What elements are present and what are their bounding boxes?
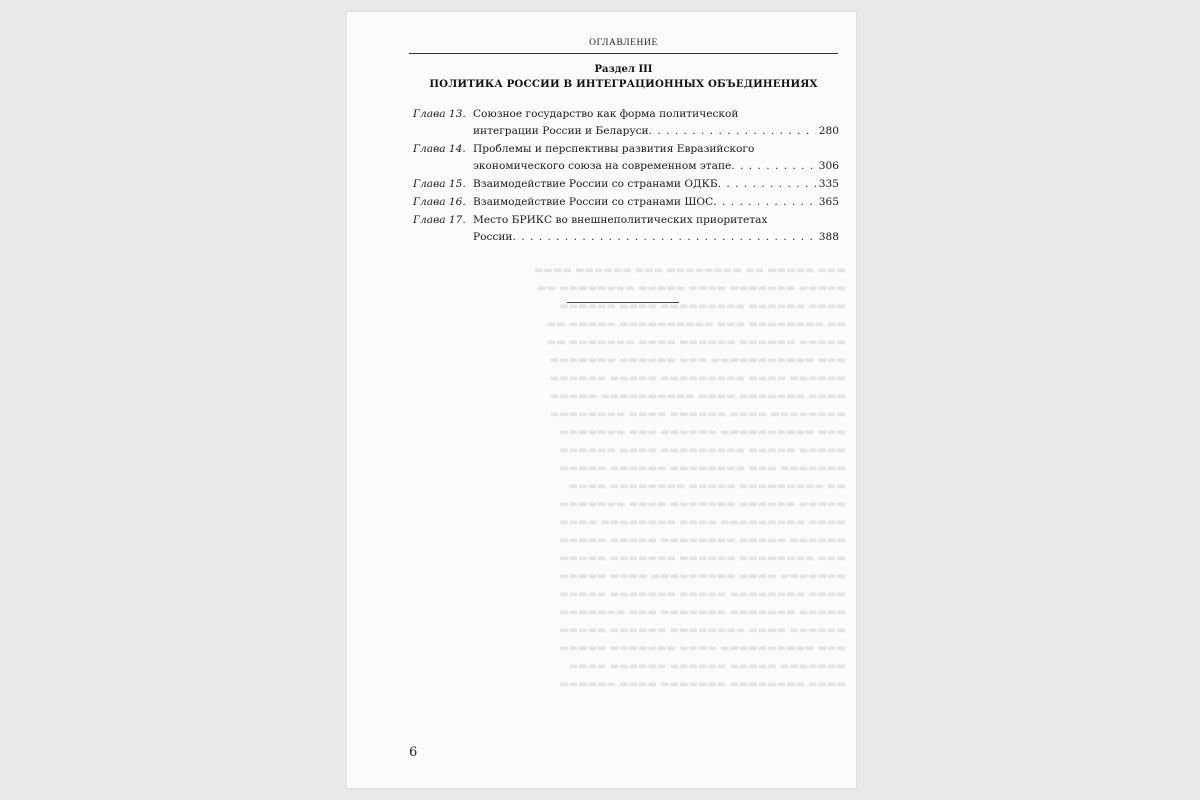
header-rule bbox=[409, 53, 838, 54]
toc-chapter-number: Глава 14. bbox=[413, 143, 466, 155]
toc-chapter-number: Глава 16. bbox=[413, 196, 466, 208]
dot-leader bbox=[649, 123, 816, 140]
book-page bbox=[347, 12, 856, 788]
section-label: Раздел III bbox=[594, 64, 653, 75]
toc-entry bbox=[413, 212, 839, 246]
toc-title-line: Место БРИКС во внешнеполитических приоритетах bbox=[473, 214, 768, 226]
toc-chapter-number: Глава 17. bbox=[413, 214, 466, 226]
section-end-rule bbox=[567, 302, 679, 303]
toc-title-line: Взаимодействие России со странами ОДКБ bbox=[473, 178, 718, 190]
toc-entry bbox=[413, 141, 839, 175]
toc-title-line: Союзное государство как форма политической bbox=[473, 108, 739, 120]
toc-entry bbox=[413, 194, 839, 211]
toc-chapter-number: Глава 13. bbox=[413, 108, 466, 120]
toc-entry bbox=[413, 176, 839, 193]
bleed-through-ghost: ▬▬▬ ▬▬▬▬▬ ▬▬ ▬▬▬▬▬▬▬▬ ▬▬▬ ▬▬▬▬▬▬ ▬▬▬▬ ▬▬▬▬▬ ▬▬▬▬▬▬▬ ▬▬▬▬ ▬▬▬▬▬ ▬▬▬▬▬▬▬▬ ▬▬ ▬▬▬▬ ▬▬▬▬▬▬ ▬▬▬▬▬▬▬▬▬ ▬▬▬▬ ▬▬▬▬▬▬ ▬▬ ▬▬▬▬▬▬▬▬ ▬▬▬ ▬▬▬▬▬▬▬▬▬▬ ▬▬▬▬▬ ▬▬ ▬▬▬▬▬ ▬▬▬▬▬▬ ▬▬▬▬▬▬ ▬▬▬▬ ▬▬▬▬▬▬▬ ▬▬ ▬▬▬ ▬▬▬▬▬▬▬▬▬▬▬ ▬▬▬ ▬▬▬▬▬▬ ▬▬▬▬▬▬▬ ▬▬▬▬▬▬ ▬▬▬▬ ▬▬▬▬▬▬▬▬▬ ▬▬▬▬▬ ▬▬▬▬▬▬ ▬▬▬▬ ▬▬▬▬▬▬▬ ▬▬▬▬ ▬▬▬▬▬▬▬▬▬▬ ▬▬▬▬▬ ▬▬▬▬▬▬▬▬ ▬▬▬▬ ▬▬▬▬▬▬ ▬▬▬▬ ▬▬▬▬▬▬▬▬ ▬▬▬ ▬▬▬▬▬▬▬▬▬▬ ▬▬▬▬▬▬ ▬▬▬ ▬▬▬▬▬▬▬ ▬▬▬▬▬ ▬▬▬▬▬ ▬▬▬▬▬▬▬▬▬ ▬▬▬▬ ▬▬▬▬▬▬ ▬▬▬▬▬▬▬ ▬▬▬ ▬▬▬▬▬▬▬▬ ▬▬▬▬▬▬ ▬▬▬▬▬ ▬▬ ▬▬▬▬▬▬▬▬▬ ▬▬▬▬▬ ▬▬▬▬▬▬▬▬ ▬▬▬▬ ▬▬▬▬▬ ▬▬▬▬▬▬ ▬▬▬▬▬▬▬ ▬▬▬▬ ▬▬▬▬▬▬▬ ▬▬▬▬ ▬▬▬▬▬▬▬▬▬ ▬▬▬▬ ▬▬▬▬▬▬▬▬ ▬▬▬▬ ▬▬▬▬▬▬ ▬▬▬▬▬ ▬▬▬▬▬▬▬▬ ▬▬▬▬▬ ▬▬▬▬▬ ▬▬▬ ▬▬▬▬▬▬▬▬ ▬▬▬▬▬▬ ▬▬▬▬▬▬▬ ▬▬▬▬▬ ▬▬▬▬▬▬▬ ▬▬▬▬ ▬▬▬▬▬▬▬▬▬ ▬▬▬▬ ▬▬▬▬▬ ▬▬▬▬ ▬▬▬▬▬▬▬▬ ▬▬▬▬▬ ▬▬▬▬▬▬▬ ▬▬▬▬▬ ▬▬▬▬▬ ▬▬▬▬▬▬▬ ▬▬▬▬▬▬▬ ▬▬▬ ▬▬▬▬▬▬▬ ▬▬▬▬▬▬ ▬▬▬▬ ▬▬▬▬▬▬▬▬ ▬▬▬▬▬▬ ▬▬▬▬▬ ▬▬▬ ▬▬▬▬▬▬▬▬▬▬ ▬▬▬▬ ▬▬▬▬▬▬▬ ▬▬▬▬▬ ▬▬▬▬▬▬▬ ▬▬▬▬▬ ▬▬▬▬▬▬ ▬▬▬▬▬▬ ▬▬▬▬ ▬▬▬▬ ▬▬▬▬▬▬▬▬ ▬▬▬▬▬▬▬ ▬▬▬▬ ▬▬▬▬▬▬ bbox=[534, 265, 846, 690]
toc-entry bbox=[413, 106, 839, 140]
running-head: ОГЛАВЛЕНИЕ bbox=[589, 38, 658, 48]
toc-title-line: интеграции России и Беларуси bbox=[473, 125, 649, 137]
table-of-contents bbox=[413, 106, 839, 247]
toc-title-line: Взаимодействие России со странами ШОС bbox=[473, 196, 714, 208]
dot-leader bbox=[513, 229, 816, 246]
section-title: ПОЛИТИКА РОССИИ В ИНТЕГРАЦИОННЫХ ОБЪЕДИНЕНИЯХ bbox=[429, 78, 818, 90]
toc-title-line: Проблемы и перспективы развития Евразийского bbox=[473, 143, 755, 155]
toc-page-number: 280 bbox=[818, 125, 839, 137]
toc-page-number: 306 bbox=[818, 160, 839, 172]
toc-title-line: экономического союза на современном этапе bbox=[473, 160, 732, 172]
dot-leader bbox=[718, 176, 816, 193]
toc-title-line: России bbox=[473, 231, 513, 243]
toc-page-number: 388 bbox=[818, 231, 839, 243]
toc-page-number: 365 bbox=[818, 196, 839, 208]
page-number: 6 bbox=[409, 745, 418, 760]
toc-page-number: 335 bbox=[818, 178, 839, 190]
toc-chapter-number: Глава 15. bbox=[413, 178, 466, 190]
dot-leader bbox=[713, 194, 816, 211]
dot-leader bbox=[731, 158, 815, 175]
